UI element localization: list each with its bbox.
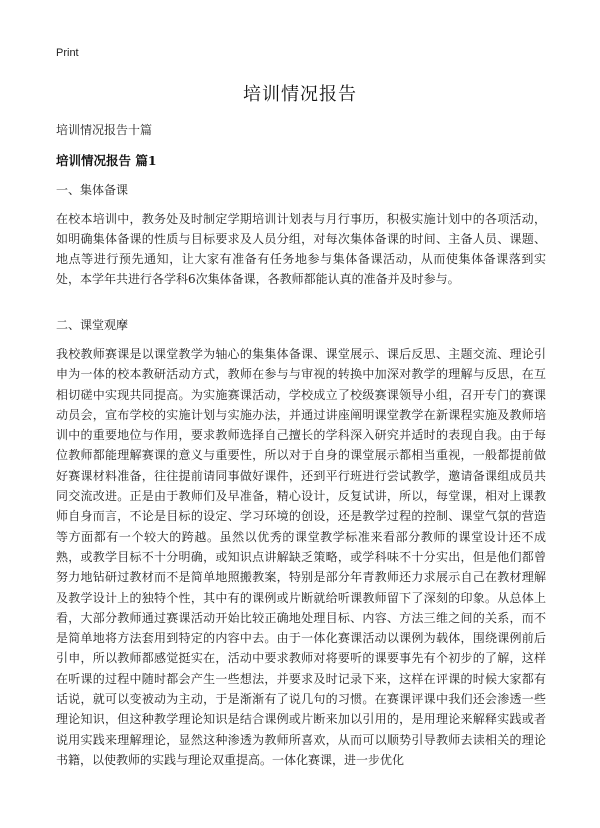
section-heading-classroom-observation: 二、课堂观摩 <box>56 318 129 332</box>
section-title: 培训情况报告 篇1 <box>56 153 157 168</box>
document-title: 培训情况报告 <box>243 84 357 105</box>
document-subtitle: 培训情况报告十篇 <box>56 123 153 137</box>
section-heading-collective-prep: 一、集体备课 <box>56 183 129 197</box>
paragraph-classroom-observation: 我校教师赛课是以课堂教学为轴心的集集体备课、课堂展示、课后反思、主题交流、理论引申为一体的校本教研活动方式，教师在参与与审视的转换中加深对教学的理解与反思，在互相切磋中实现共同提高。为实施赛课活动，学校成立了校级赛课领导小组，召开专门的赛课动员会，宣布学校的实施计划与实施办法，并通过讲座阐明课堂教学在新课程实施及教师培训中的重要地位与作用，要求教师选择自己擅长的学科深入研究并适时的表现自我。由于每位教师都能理解赛课的意义与重要性，所以对于自身的课堂展示都相当重视，一般都提前做好赛课材料准备，往往提前请同事做好课件，还到平行班进行尝试教学，邀请备课组成员共同交流改进。正是由于教师们及早准备，精心设计，反复试讲，所以，每堂课，相对上课教师自身而言，不论是目标的设定、学习环境的创设，还是教学过程的控制、课堂气氛的营造等方面都有一个较大的跨越。虽然以优秀的课堂教学标准来看部分教师的课堂设计还不成熟，或教学目标不十分明确，或知识点讲解缺乏策略，或学科味不十分实出，但是他们都曾努力地钻研过教材而不是简单地照搬教案，特别是部分年青教师还力求展示自己在教材理解及教学设计上的独特个性，其中有的课例或片断就给听课教师留下了深刻的印象。从总体上看，大部分教师通过赛课活动开始比较正确地处理目标、内容、方法三维之间的关系，而不是简单地将方法套用到特定的内容中去。由于一体化赛课活动以课例为载体，围绕课例前后引申，所以教师都感觉挺实在，活动中要求教师对将要听的课要事先有个初步的了解，这样在听课的过程中随时都会产生一些想法，并要求及时记录下来，这样在评课的时候大家都有话说，就可以变被动为主动，于是渐渐有了说几句的习惯。在赛课评课中我们还会渗透一些理论知识，但这种教学理论知识是结合课例或片断来加以引用的，是用理论来解释实践或者说用实践来理解理论，显然这种渗透为教师所喜欢，从而可以顺势引导教师去读相关的理论书籍，以使教师的实践与理论双重提高。一体化赛课，进一步优化 <box>56 347 546 767</box>
paragraph-collective-prep: 在校本培训中，教务处及时制定学期培训计划表与月行事历，积极实施计划中的各项活动，如明确集体备课的性质与目标要求及人员分组，对每次集体备课的时间、主备人员、课题、地点等进行预先通知，让大家有准备有任务地参与集体备课活动，从而使集体备课落到实处，本学年共进行各学科6次集体备课，各教师都能认真的准备并及时参与。 <box>56 212 546 286</box>
print-label: Print <box>56 47 79 59</box>
